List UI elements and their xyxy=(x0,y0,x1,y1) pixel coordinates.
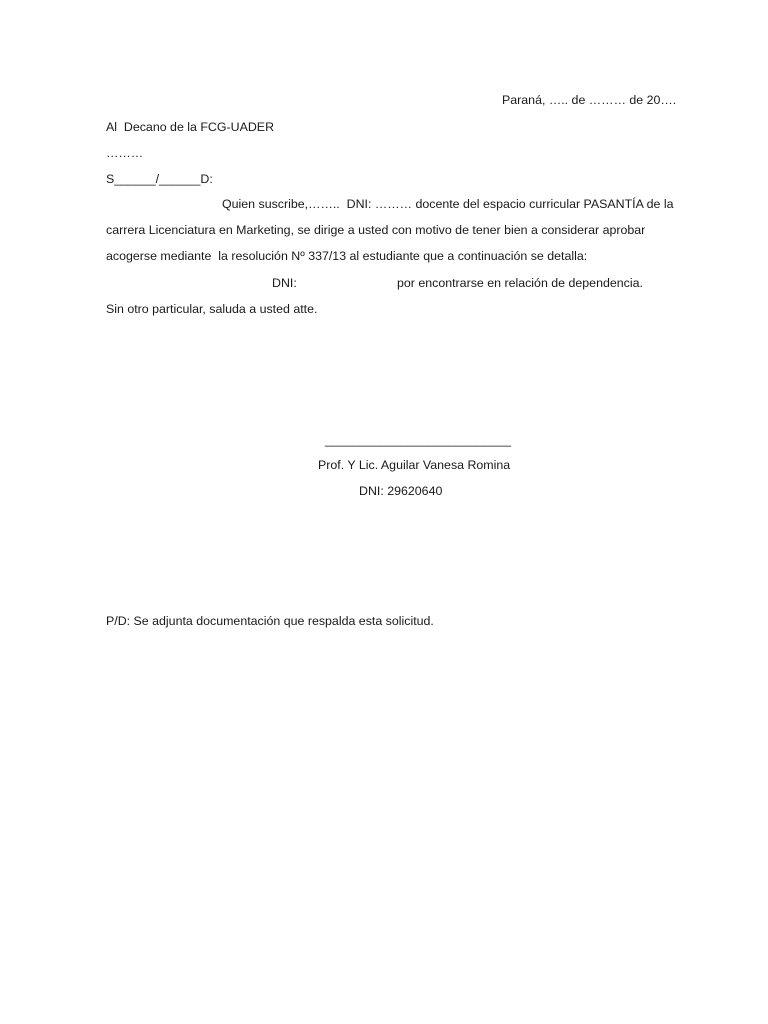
signer-dni: DNI: 29620640 xyxy=(359,484,443,498)
recipient-line: Al Decano de la FCG-UADER xyxy=(106,120,275,134)
body-paragraph-line-3: acogerse mediante la resolución Nº 337/13 al estudiante que a continuación se detalla: xyxy=(106,249,588,263)
salutation: S______/______D: xyxy=(106,172,213,186)
postscript: P/D: Se adjunta documentación que respalda esta solicitud. xyxy=(106,614,434,628)
date-line: Paraná, ….. de ……… de 20…. xyxy=(502,93,677,107)
signature-line: ___________________________ xyxy=(325,433,512,447)
recipient-dots: ……… xyxy=(106,146,144,160)
student-dni-label: DNI: xyxy=(272,276,297,290)
body-paragraph-line-2: carrera Licenciatura en Marketing, se dirige a usted con motivo de tener bien a considerar aprobar xyxy=(106,223,646,237)
signer-name: Prof. Y Lic. Aguilar Vanesa Romina xyxy=(318,458,511,472)
closing-line: Sin otro particular, saluda a usted atte. xyxy=(106,302,318,316)
body-paragraph-line-1: Quien suscribe,…….. DNI: ……… docente del espacio curricular PASANTÍA de la xyxy=(222,197,674,211)
student-reason: por encontrarse en relación de dependencia. xyxy=(397,276,643,290)
